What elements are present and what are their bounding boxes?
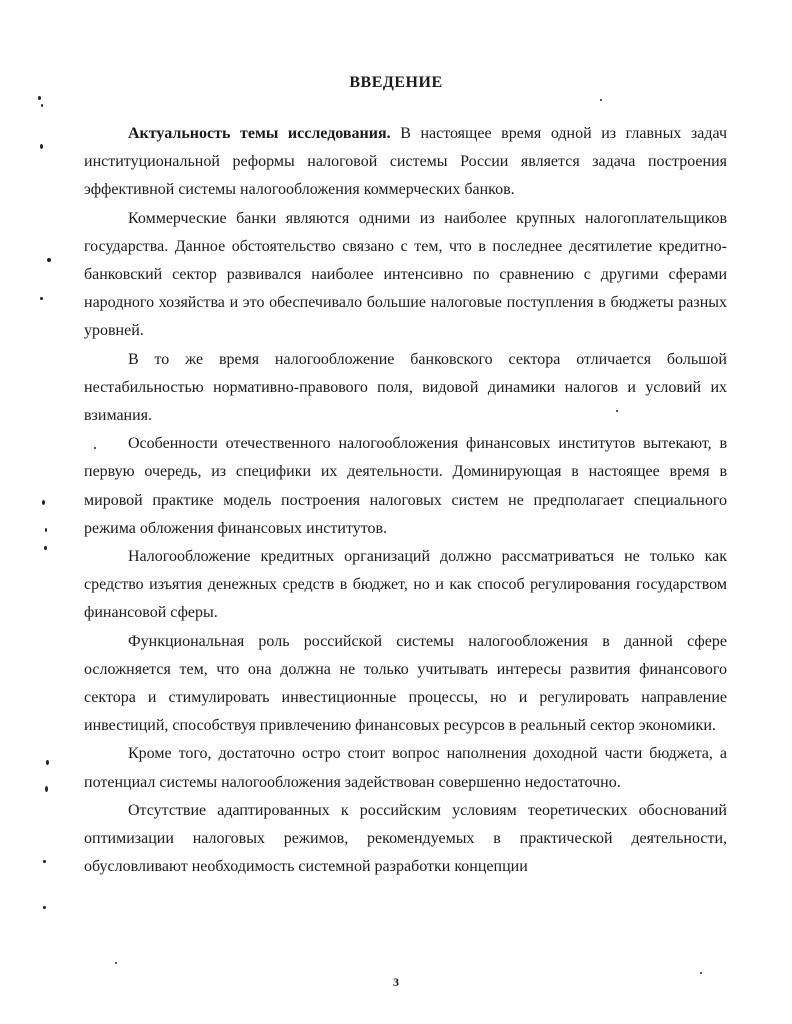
document-body (84, 120, 727, 881)
scan-speck (600, 99, 602, 101)
paragraph (84, 430, 727, 543)
scan-speck (700, 972, 702, 974)
scan-speck (616, 410, 618, 412)
scan-speck (46, 760, 49, 765)
scan-speck (45, 786, 48, 792)
scan-speck (41, 104, 43, 107)
paragraph (84, 205, 727, 346)
paragraph (84, 797, 727, 882)
paragraph (84, 543, 727, 628)
scan-speck (42, 500, 45, 505)
scan-speck (43, 906, 46, 909)
scan-speck (40, 297, 43, 300)
paragraph-text: Коммерческие банки являются одними из наиболее крупных налогоплательщиков государства. Данное обстоятельство связано с тем, что в последнее десятилетие кредитно-банковский сектор развивался наиболее интенсивно по сравнению с другими сферами народного хозяйства и это обеспечивало большие налоговые поступления в бюджеты разных уровней. (84, 209, 727, 340)
scan-speck (40, 144, 43, 149)
paragraph-lead: Актуальность темы исследования. (128, 125, 391, 142)
paragraph (84, 120, 727, 205)
paragraph-text: В настоящее время одной из главных задач институциональной реформы налоговой системы России является задача построения эффективной системы налогообложения коммерческих банков. (84, 125, 728, 199)
scan-speck (115, 962, 117, 964)
paragraph-text: В то же время налогообложение банковского сектора отличается большой нестабильностью нормативно-правового поля, видовой динамики налогов и условий их взимания. (84, 350, 727, 425)
paragraph (84, 346, 727, 431)
paragraph-text: Кроме того, достаточно остро стоит вопрос наполнения доходной части бюджета, а потенциал системы налогообложения задействован совершенно недостаточно. (84, 745, 727, 791)
scan-speck (94, 447, 96, 449)
scan-speck (45, 528, 47, 532)
paragraph (84, 628, 727, 741)
paragraph-text: Функциональная роль российской системы налогообложения в данной сфере осложняется тем, что она должна не только учитывать интересы развития финансового сектора и стимулировать инвестиционные процессы, но и регулировать направление инвестиций, способствуя привлечению финансовых ресурсов в реальный сектор экономики. (84, 632, 727, 735)
scan-speck (47, 258, 51, 262)
paragraph-text: Отсутствие адаптированных к российским условиям теоретических обоснований оптимизации налоговых режимов, рекомендуемых в практической деятельности, обусловливают необходимость системной разработки концепции (84, 801, 727, 876)
scan-speck (44, 546, 47, 550)
page-title: ВВЕДЕНИЕ (349, 74, 443, 91)
paragraph (84, 740, 727, 796)
scan-speck (38, 96, 41, 100)
scan-speck (43, 860, 46, 863)
paragraph-text: Налогообложение кредитных организаций должно рассматриваться не только как средство изъятия денежных средств в бюджет, но и как способ регулирования государством финансовой сферы. (84, 548, 727, 622)
paragraph-text: Особенности отечественного налогообложения финансовых институтов вытекают, в первую очередь, из специфики их деятельности. Доминирующая в настоящее время в мировой практике модель построения налоговых систем не предполагает специального режима обложения финансовых институтов. (84, 435, 727, 537)
page-number: 3 (393, 975, 399, 989)
